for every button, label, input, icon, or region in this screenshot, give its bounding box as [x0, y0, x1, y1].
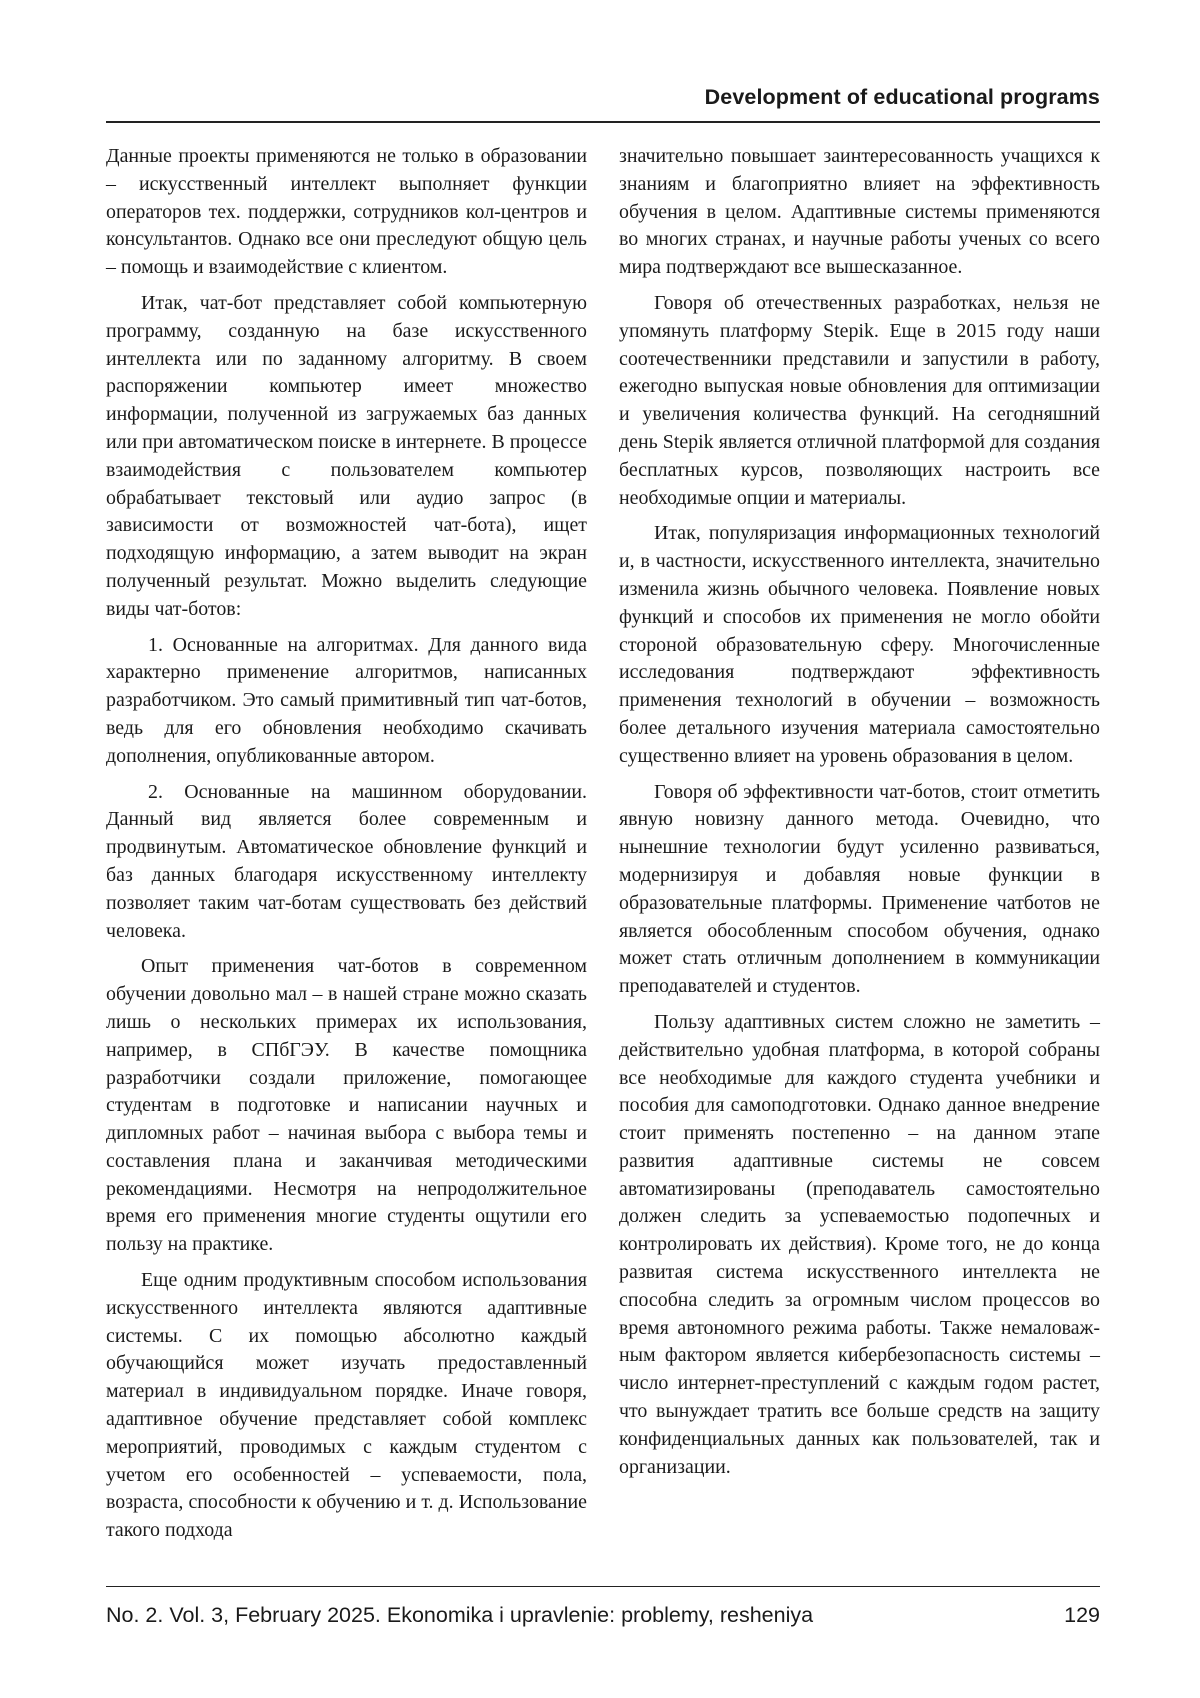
- paragraph: Пользу адаптивных систем сложно не заметить – действительно удобная платформа, в которой собраны все необходимые для каждого студента учебники и пособия для самоподготовки. Однако данное внедрение стоит применять постепенно – на данном этапе развития адаптивные системы не совсем автоматизированы (преподаватель самостоятельно должен следить за успеваемостью подопечных и контролировать их действия). Кроме того, не до конца развитая система искусственного интеллекта не способна следить за огромным числом процессов во время автономного режима работы. Также немаловажным фактором является кибербезопасность системы – число интернет-преступлений с каждым годом растет, что вынуждает тратить все больше средств на защиту конфиденциальных данных как пользователей, так и организации.: [619, 1010, 1100, 1478]
- paragraph: Данные проекты применяются не только в образовании – искусственный интеллект выполняет функции операторов тех. поддержки, сотрудников кол-центров и консультантов. Однако все они преследуют общую цель – помощь и взаимодействие с клиентом.: [106, 145, 587, 279]
- list-item: 1. Основанные на алгоритмах. Для данного вида характерно применение алгоритмов, написанных разработчиком. Это самый примитивный тип чат-ботов, ведь для его обновления необходимо скачивать дополнения, опубликованные автором.: [106, 633, 587, 767]
- footer-rule: [106, 1586, 1100, 1587]
- paragraph: Говоря об эффективности чат-ботов, стоит отметить явную новизну данного метода. Очевидно, что нынешние технологии будут усиленно развиваться, модернизируя и добавляя новые функции в образовательные платформы. Применение чатботов не является обособленным способом обучения, однако может стать отличным дополнением в коммуникации преподавателей и студентов.: [619, 780, 1100, 998]
- right-column: [619, 143, 1100, 1489]
- journal-info: No. 2. Vol. 3, February 2025. Ekonomika i upravlenie: problemy, resheniya: [106, 1603, 814, 1627]
- paragraph: Опыт применения чат-ботов в современном обучении довольно мал – в нашей стране можно сказать лишь о нескольких примерах их использования, например, в СПбГЭУ. В качестве помощника разработчики создали приложение, помогающее студентам в подготовке и написании научных и дипломных работ – начиная выбора с выбора темы и составления плана и заканчивая методическими рекомендациями. Несмотря на непродолжительное время его применения многие студенты ощутили его пользу на практике.: [106, 955, 587, 1256]
- paragraph: Еще одним продуктивным способом использования искусственного интеллекта являются адаптивные системы. С их помощью абсолютно каждый обучающийся может изучать предоставленный материал в индивидуальном порядке. Иначе говоря, адаптивное обучение представляет собой комплекс мероприятий, проводимых с каждым студентом с учетом его особенностей – успеваемости, пола, возраста, способности к обучению и т. д. Использование такого подхода: [106, 1269, 587, 1542]
- left-column: [106, 143, 587, 1553]
- paragraph: Говоря об отечественных разработках, нельзя не упомянуть платформу Stepik. Еще в 2015 году наши соотечественники представили и запустили в работу, ежегодно выпуская новые обновления для оптимизации и увеличения количества функций. На сегодняшний день Stepik является отличной платформой для создания бесплатных курсов, позволяющих настроить все необходимые опции и материалы.: [619, 291, 1100, 509]
- page-footer: [106, 1600, 1100, 1632]
- list-item: 2. Основанные на машинном оборудовании. Данный вид является более современным и продвинутым. Автоматическое обновление функций и баз данных благодаря искусственному интеллекту позволяет таким чат-ботам существовать без действий человека.: [106, 780, 587, 942]
- page-number: 129: [1064, 1603, 1100, 1627]
- paragraph: Итак, чат-бот представляет собой компьютерную программу, созданную на базе искусственного интеллекта или по заданному алгоритму. В своем распоряжении компьютер имеет множество информации, полученной из загружаемых баз данных или при автоматическом поиске в интернете. В процессе взаимодействия с пользователем компьютер обрабатывает текстовый или аудио запрос (в зависимости от возможностей чат-бота), ищет подходящую информацию, а затем выводит на экран полученный результат. Можно выделить следующие виды чат-ботов:: [106, 291, 587, 620]
- section-title: Development of educational programs: [704, 85, 1100, 109]
- paragraph: значительно повышает заинтересованность учащихся к знаниям и благоприятно влияет на эффективность обучения в целом. Адаптивные системы применяются во многих странах, и научные работы ученых со всего мира подтверждают все вышесказанное.: [619, 145, 1100, 279]
- paragraph: Итак, популяризация информационных технологий и, в частности, искусственного интеллекта, значительно изменила жизнь обычного человека. Появление новых функций и способов их применения не могло обойти стороной образовательную сферу. Многочисленные исследования подтверждают эффективность применения технологий в обучении – возможность более детального изучения материала самостоятельно существенно влияет на уровень образования в целом.: [619, 522, 1100, 767]
- header-rule: [106, 121, 1100, 123]
